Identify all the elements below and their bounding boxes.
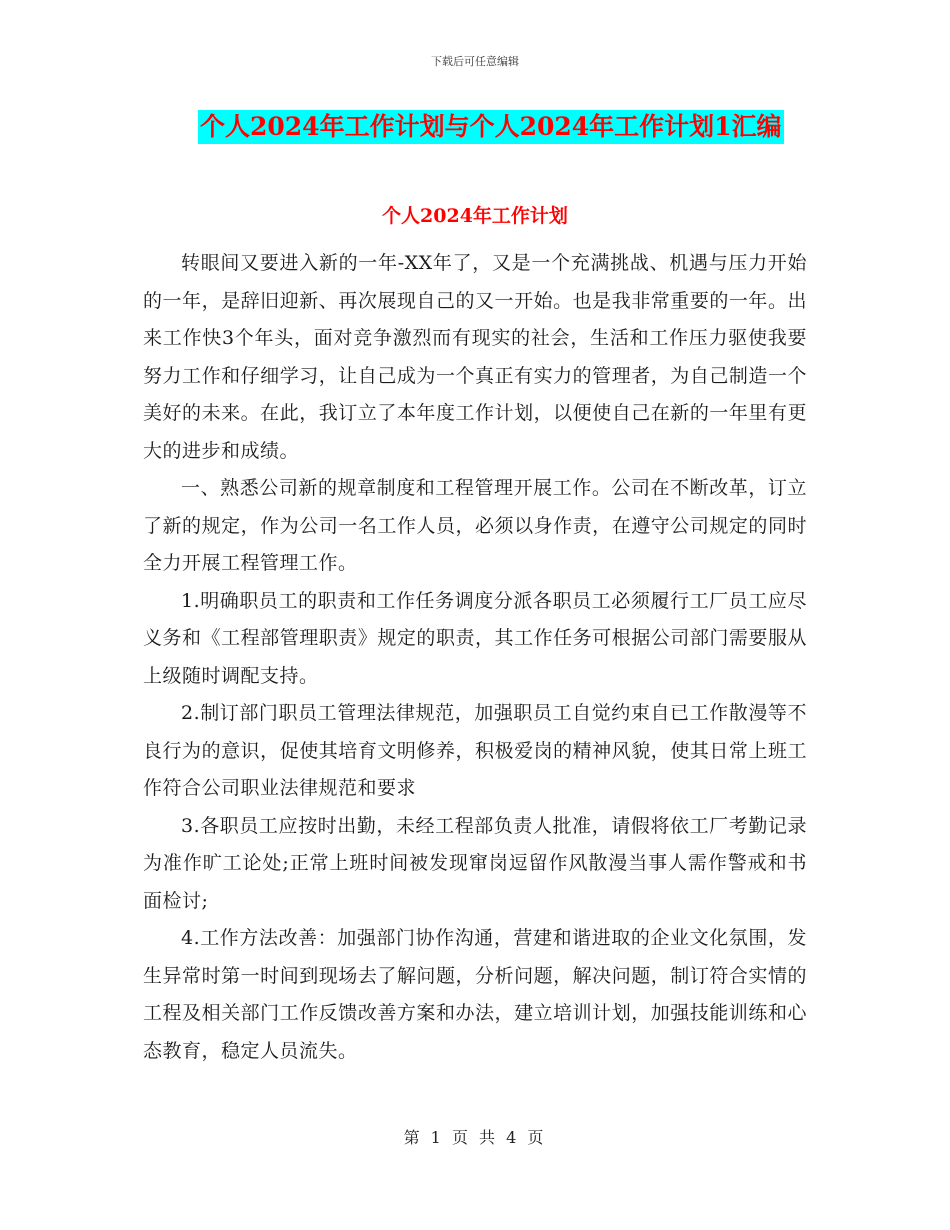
doc-title-container bbox=[198, 110, 784, 144]
paragraph-section-one: 一、熟悉公司新的规章制度和工程管理开展工作。公司在不断改革，订立了新的规定，作为公司一名工作人员，必须以身作责，在遵守公司规定的同时全力开展工程管理工作。 bbox=[143, 477, 807, 574]
doc-title: 个人2024年工作计划与个人2024年工作计划1汇编 bbox=[198, 110, 784, 144]
document-body bbox=[143, 245, 807, 1070]
paragraph-item-1: 1.明确职员工的职责和工作任务调度分派各职员工必须履行工厂员工应尽义务和《工程部管理职责》规定的职责，其工作任务可根据公司部门需要服从上级随时调配支持。 bbox=[143, 589, 807, 687]
paragraph-item-4: 4.工作方法改善：加强部门协作沟通，营建和谐进取的企业文化氛围，发生异常时第一时间到现场去了解问题，分析问题，解决问题，制订符合实情的工程及相关部门工作反馈改善方案和办法，建立培训计划，加强技能训练和心态教育，稳定人员流失。 bbox=[143, 927, 807, 1062]
page-footer: 第 1 页 共 4 页 bbox=[403, 1128, 547, 1147]
header-note: 下载后可任意编辑 bbox=[431, 55, 519, 68]
paragraph-item-3: 3.各职员工应按时出勤，未经工程部负责人批准，请假将依工厂考勤记录为准作旷工论处;正常上班时间被发现窜岗逗留作风散漫当事人需作警戒和书面检讨; bbox=[143, 814, 807, 912]
paragraph-item-2: 2.制订部门职员工管理法律规范，加强职员工自觉约束自已工作散漫等不良行为的意识，促使其培育文明修养，积极爱岗的精神风貌，使其日常上班工作符合公司职业法律规范和要求 bbox=[143, 702, 807, 799]
paragraph-intro: 转眼间又要进入新的一年-XX年了，又是一个充满挑战、机遇与压力开始的一年，是辞旧迎新、再次展现自己的又一开始。也是我非常重要的一年。出来工作快3个年头，面对竞争激烈而有现实的社会，生活和工作压力驱使我要努力工作和仔细学习，让自己成为一个真正有实力的管理者，为自己制造一个美好的未来。在此，我订立了本年度工作计划，以便使自己在新的一年里有更大的进步和成绩。 bbox=[143, 252, 807, 462]
section-title: 个人2024年工作计划 bbox=[382, 205, 568, 227]
